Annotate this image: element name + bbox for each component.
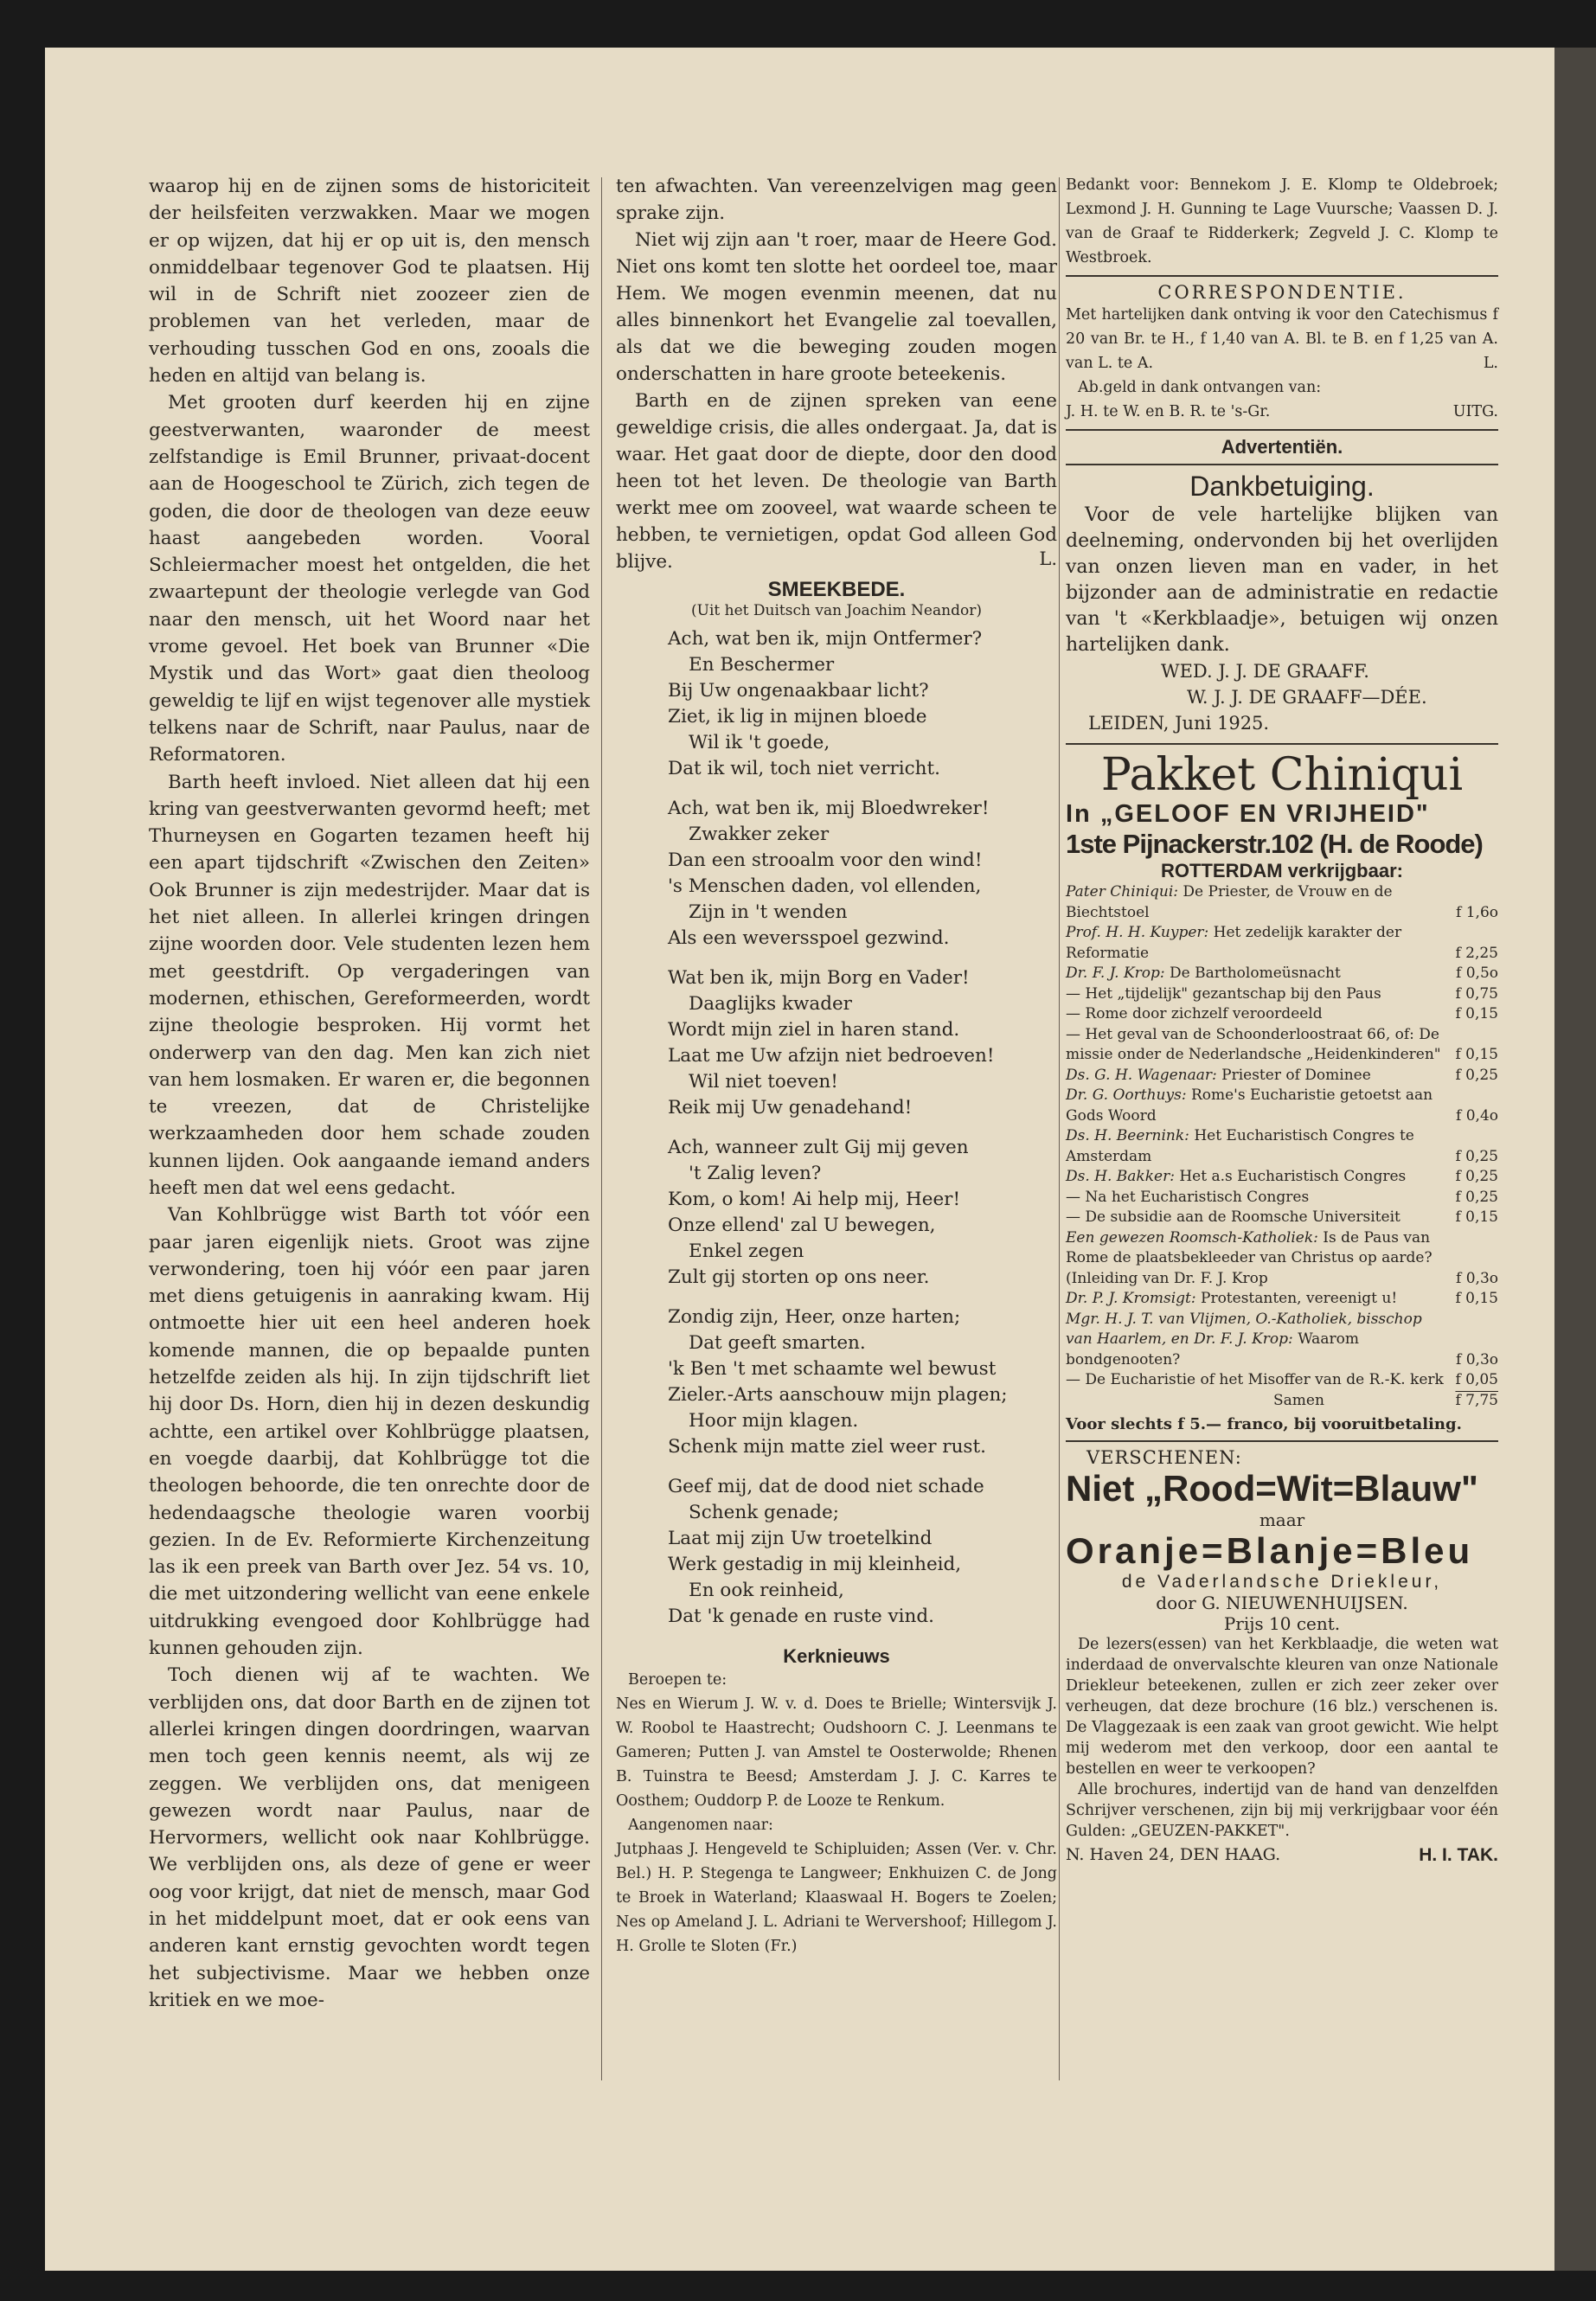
- poem-line: Laat mij zijn Uw troetelkind: [668, 1528, 933, 1549]
- aangenomen-text: Jutphaas J. Hengeveld te Schipluiden; Assen (Ver. v. Chr. Bel.) H. P. Stegenga te Langweer; Enkhuizen C. de Jong te Broek in Waterland; Klaaswaal H. Bogers te Zoelen; Nes op Ameland J. L. Adriani te Wervershoof; Hillegom J. H. Grolle te Sloten (Fr.): [616, 1841, 1057, 1955]
- oranje-text-1: De lezers(essen) van het Kerkblaadje, die weten wat inderdaad de onvervalschte kleuren van onze Nationale Driekleur beteekenen, zullen er zich zeer zeker over verheugen, dat deze brochure (16 blz.) verschenen is. De Vlaggezaak is een zaak van groot gewicht. Wie helpt mij wederom met den verkoop, door een aantal te bestellen en weer te verkoopen?: [1066, 1635, 1498, 1778]
- poem-line: Dat geeft smarten.: [689, 1332, 866, 1354]
- book-info: [1066, 1086, 1449, 1126]
- book-title: De subsidie aan de Roomsche Universiteit: [1085, 1208, 1401, 1226]
- book-title: De Priester, de Vrouw en de Biechtstoel: [1066, 883, 1393, 921]
- book-author: Dr. F. J. Krop:: [1066, 965, 1165, 982]
- poem-line: 's Menschen daden, vol ellenden,: [668, 875, 982, 897]
- book-title: Rome's Eucharistie getoetst aan Gods Woord: [1066, 1086, 1433, 1125]
- paragraph: Niet wij zijn aan 't roer, maar de Heere God. Niet ons komt ten slotte het oordeel toe, maar Hem. We mogen evenmin meenen, dat nu alles binnenkort het Evangelie zal toevallen, als dat we die beweging zouden mogen onderschatten in hare groote beteekenis.: [616, 229, 1057, 385]
- book-info: [1066, 1025, 1448, 1066]
- poem-line: Dat 'k genade en ruste vind.: [668, 1606, 935, 1627]
- column-3: [1066, 173, 1498, 1866]
- poem-line: Laat me Uw afzijn niet bedroeven!: [668, 1045, 995, 1067]
- poem-line: Ach, wat ben ik, mijn Ontfermer?: [668, 628, 983, 650]
- paragraph: waarop hij en de zijnen soms de historiciteit der heilsfeiten verzwakken. Maar we mogen er op wijzen, dat hij er op uit is, den mensch onmiddelbaar tegenover God te plaatsen. Hij wil in de Schrift niet zoozeer zien de problemen van het verleden, maar de verhouding tusschen God en ons, zooals die heden en altijd van belang is.: [149, 176, 590, 388]
- correspondentie-text: Met hartelijken dank ontving ik voor den Catechismus f 20 van Br. te H., f 1,40 van A. Bl. te B. en f 1,25 van A. van L. te A.: [1066, 306, 1498, 372]
- paragraph: Toch dienen wij af te wachten. We verblijden ons, dat door Barth en de zijnen tot allerlei kringen dingen doordringen, waarvan men toch geen kennis neemt, als wij ze zeggen. We verblijden ons, dat menigeen gewezen wordt naar Paulus, naar de Hervormers, wellicht ook naar Kohlbrügge. We verblijden ons, als deze of gene er weer oog voor krijgt, dat niet de mensch, maar God in het middelpunt moet, dat er ook eens van anderen kant ernstig gevochten wordt tegen het subjectivisme. Maar we hebben onze kritiek en we moe-: [149, 1664, 590, 2011]
- book-author: Dr. G. Oorthuys:: [1066, 1086, 1187, 1104]
- poem-line: Zult gij storten op ons neer.: [668, 1266, 930, 1288]
- book-title: De Bartholomeüsnacht: [1170, 965, 1341, 982]
- book-info: [1066, 1370, 1448, 1391]
- book-entry: [1066, 1004, 1498, 1025]
- poem-stanza: [616, 1304, 1057, 1460]
- abgeld-line: J. H. te W. en B. R. te 's-Gr.: [1066, 403, 1271, 420]
- niet-title: Niet „Rood=Wit=Blauw": [1066, 1467, 1478, 1509]
- poem-line: Wordt mijn ziel in haren stand.: [668, 1019, 960, 1041]
- book-price: f 0,05: [1455, 1371, 1498, 1388]
- paragraph: Barth en de zijnen spreken van eene geweldige crisis, die alles ondergaat. Ja, dat is waar. Het gaat door de diepte, door den dood heen tot het leven. De theologie van Barth werkt mee om zooveel, wat waarde scheen te hebben, te vernietigen, opdat God alleen God blijve.: [616, 390, 1057, 573]
- book-title: Het „tijdelijk" gezantschap bij den Paus: [1085, 984, 1381, 1003]
- book-price: f 0,4o: [1456, 1106, 1498, 1125]
- poem-line: Reik mij Uw genadehand!: [668, 1097, 913, 1118]
- book-entry: [1066, 923, 1498, 964]
- dank-signature-2: W. J. J. DE GRAAFF—DÉE.: [1187, 687, 1427, 708]
- newspaper-page: [45, 48, 1554, 2271]
- book-title: Is de Paus van Rome de plaatsbekleeder van Christus op aarde? (Inleiding van Dr. F. J. Krop: [1066, 1228, 1433, 1287]
- book-price: f 0,25: [1455, 1188, 1498, 1206]
- book-entry: [1066, 882, 1498, 923]
- pakket-address: 1ste Pijnackerstr.102 (H. de Roode): [1066, 829, 1483, 859]
- paragraph: Barth heeft invloed. Niet alleen dat hij een kring van geestverwanten gevormd heeft; met Thurneysen en Gogarten tezamen heeft hij een apart tijdschrift «Zwischen den Zeiten» Ook Brunner is zijn medestrijder. Maar dat is het niet alleen. In allerlei kringen dringen zijne woorden door. Vele studenten lezen hem met geestdrift. Op vergaderingen van modernen, ethischen, Gereformeerden, wordt zijne theologie besproken. Hij vormt het onderwerp van den dag. Men kan zich niet van hem losmaken. Er waren er, die begonnen te vreezen, dat de Christelijke werkzaamheden door hem schade zouden kunnen lijden. Ook aangaande iemand anders heeft men dat wel eens gedacht.: [149, 771, 590, 1199]
- column-rule: [1059, 177, 1060, 2080]
- address-right: H. I. TAK.: [1419, 1844, 1498, 1865]
- oranje-title: Oranje=Blanje=Bleu: [1066, 1529, 1474, 1571]
- book-entry: [1066, 1066, 1498, 1086]
- poem-line: Zondig zijn, Heer, onze harten;: [668, 1306, 961, 1328]
- maar-label: maar: [1259, 1509, 1305, 1530]
- book-entry: [1066, 984, 1498, 1005]
- book-entry: [1066, 1025, 1498, 1066]
- dankbetuiging-title: Dankbetuiging.: [1189, 471, 1375, 502]
- book-title: Het geval van de Schoonderloostraat 66, of: De missie onder de Nederlandsche „Heidenkinderen": [1066, 1025, 1441, 1063]
- book-title: Het Eucharistisch Congres te Amsterdam: [1066, 1127, 1414, 1165]
- poem-line: Schenk genade;: [689, 1502, 839, 1523]
- driekleur-subtitle: de Vaderlandsche Driekleur,: [1121, 1571, 1443, 1592]
- poem-line: Schenk mijn matte ziel weer rust.: [668, 1436, 986, 1458]
- poem-line: Werk gestadig in mij kleinheid,: [668, 1554, 962, 1575]
- book-price: f 0,15: [1455, 1208, 1498, 1226]
- poem-line: Geef mij, dat de dood niet schade: [668, 1476, 984, 1497]
- book-author: —: [1066, 1025, 1080, 1043]
- samen-price: f 7,75: [1455, 1391, 1498, 1409]
- book-entry: [1066, 1167, 1498, 1188]
- poem-body: [616, 626, 1057, 1630]
- pakket-title: Pakket Chiniqui: [1100, 749, 1464, 801]
- book-author: —: [1066, 1371, 1080, 1388]
- book-price: f 0,15: [1455, 1290, 1498, 1307]
- column-rule: [601, 177, 602, 2080]
- poem-line: En ook reinheid,: [689, 1580, 844, 1601]
- beroepen-label: Beroepen te:: [628, 1671, 727, 1689]
- poem-line: Dan een strooalm voor den wind!: [668, 849, 983, 871]
- article-signoff: L.: [1039, 548, 1057, 569]
- aangenomen-label: Aangenomen naar:: [628, 1817, 773, 1834]
- book-info: [1066, 1208, 1448, 1228]
- address-left: N. Haven 24, DEN HAAG.: [1066, 1844, 1281, 1864]
- poem-line: Hoor mijn klagen.: [689, 1410, 859, 1432]
- poem-line: Wil niet toeven!: [689, 1071, 838, 1093]
- poem-line: Wil ik 't goede,: [689, 732, 830, 753]
- author-line: door G. NIEUWENHUIJSEN.: [1156, 1592, 1408, 1613]
- poem-line: 'k Ben 't met schaamte wel bewust: [668, 1358, 997, 1380]
- book-info: [1066, 1289, 1448, 1310]
- book-entry: [1066, 964, 1498, 984]
- poem-line: Daaglijks kwader: [689, 993, 852, 1015]
- book-price: f 0,3o: [1456, 1350, 1498, 1368]
- samen-label: Samen: [1273, 1391, 1324, 1409]
- poem-line: En Beschermer: [689, 654, 835, 676]
- book-title: Waarom bondgenooten?: [1066, 1330, 1359, 1368]
- book-info: [1066, 1188, 1448, 1208]
- book-price: f 0,25: [1455, 1066, 1498, 1084]
- book-info: [1066, 964, 1449, 984]
- correspondentie-title: CORRESPONDENTIE.: [1157, 282, 1407, 303]
- book-title: Rome door zichzelf veroordeeld: [1085, 1005, 1323, 1022]
- book-info: [1066, 1126, 1448, 1167]
- book-price: f 0,25: [1455, 1147, 1498, 1165]
- poem-line: Ziet, ik lig in mijnen bloede: [668, 706, 927, 727]
- book-author: —: [1066, 1005, 1080, 1022]
- divider: [1066, 1440, 1498, 1442]
- price-line: Prijs 10 cent.: [1223, 1612, 1341, 1634]
- book-author: —: [1066, 1188, 1080, 1206]
- poem-line: Onze ellend' zal U bewegen,: [668, 1215, 936, 1236]
- paragraph: Met grooten durf keerden hij en zijne geestverwanten, waaronder de meest zelfstandige is Emil Brunner, privaat-docent aan de Hoogeschool te Zürich, zich tegen de goden, die door de theologen van deze eeuw haast aangebeden worden. Vooral Schleiermacher moest het ontgelden, die het zwaartepunt der theologie verlegde van God naar den mensch, uit het Woord naar het vrome gevoel. Het boek van Brunner «Die Mystik und das Wort» gaat dien theoloog geweldig te lijf en wijst tegenover alle mystiek telkens naar de Schrift, naar Paulus, naar de Reformatoren.: [149, 392, 590, 766]
- book-author: Ds. H. Bakker:: [1066, 1168, 1175, 1185]
- book-title: Na het Eucharistisch Congres: [1085, 1188, 1310, 1206]
- book-author: Dr. P. J. Kromsigt:: [1066, 1290, 1196, 1307]
- verschenen-label: VERSCHENEN:: [1086, 1446, 1242, 1468]
- book-info: [1066, 882, 1449, 923]
- poem-line: Bij Uw ongenaakbaar licht?: [668, 680, 929, 702]
- pakket-in: In „GELOOF EN VRIJHEID": [1066, 800, 1430, 828]
- poem-stanza: [616, 1135, 1057, 1291]
- book-author: Prof. H. H. Kuyper:: [1066, 924, 1209, 941]
- book-info: [1066, 1310, 1449, 1371]
- book-price: f 0,15: [1455, 1046, 1498, 1063]
- poem-stanza: [616, 626, 1057, 782]
- advertenties-title: Advertentiën.: [1221, 436, 1343, 458]
- book-info: [1066, 923, 1448, 964]
- dank-signature-1: WED. J. J. DE GRAAFF.: [1161, 661, 1369, 682]
- book-entry: [1066, 1126, 1498, 1167]
- paragraph: Van Kohlbrügge wist Barth tot vóór een paar jaren eigenlijk niets. Groot was zijne verwondering, toen hij vóór een paar jaren met diens getuigenis in aanraking kwam. Hij ontmoette hier uit een heel anderen hoek komende mannen, die op bepaalde punten hetzelfde zeiden als hij. In zijn tijdschrift liet hij door Ds. Horn, dien hij in dezen deskundig achtte, een artikel over Kohlbrügge plaatsen, en voegde daarbij, dat Kohlbrügge tot die theologen behoorde, die ten onrechte door de hedendaagsche theologie waren voorbij gezien. In de Ev. Reformierte Kirchenzeitung las ik een preek van Barth over Jez. 54 vs. 10, die met uitzondering wellicht van eene enkele uitdrukking evengoed door Kohlbrügge had kunnen gehouden zijn.: [149, 1204, 590, 1660]
- divider: [1066, 464, 1498, 465]
- book-author: —: [1066, 1208, 1080, 1226]
- book-author: Een gewezen Roomsch-Katholiek:: [1066, 1228, 1318, 1247]
- samen-row: [1066, 1391, 1498, 1412]
- poem-line: 't Zalig leven?: [689, 1163, 822, 1184]
- poem-line: Dat ik wil, toch niet verricht.: [668, 758, 940, 779]
- book-price: f 0,75: [1455, 984, 1498, 1003]
- dankbetuiging-text: Voor de vele hartelijke blijken van deelneming, ondervonden bij het overlijden van onzen lieven man en vader, in het bijzonder aan de administratie en redactie van 't «Kerkblaadje», betuigen wij onzen hartelijken dank.: [1066, 504, 1498, 656]
- poem-line: Zieler.-Arts aanschouw mijn plagen;: [668, 1384, 1008, 1406]
- book-price: f 1,6o: [1456, 903, 1498, 921]
- beroepen-text: Nes en Wierum J. W. v. d. Does te Brielle; Wintersvijk J. W. Roobol te Haastrecht; Oudshoorn C. J. Leenmans te Gameren; Putten J. van Amstel te Oosterwolde; Rhenen B. Tuinstra te Beesd; Amsterdam J. J. C. Karres te Oosthem; Ouddorp P. de Looze te Renkum.: [616, 1695, 1057, 1810]
- divider: [1066, 743, 1498, 745]
- book-author: Ds. G. H. Wagenaar:: [1066, 1066, 1217, 1084]
- poem-line: Zijn in 't wenden: [689, 901, 848, 923]
- pakket-city: ROTTERDAM verkrijgbaar:: [1161, 860, 1403, 881]
- column-1: [149, 173, 590, 2014]
- poem-line: Als een weversspoel gezwind.: [668, 927, 950, 949]
- book-entry: [1066, 1310, 1498, 1371]
- book-author: Mgr. H. J. T. van Vlijmen, O.-Katholiek, bisschop van Haarlem, en Dr. F. J. Krop:: [1066, 1310, 1422, 1348]
- book-info: [1066, 984, 1448, 1005]
- book-info: [1066, 1228, 1449, 1290]
- book-title: Het a.s Eucharistisch Congres: [1179, 1168, 1407, 1185]
- book-entry: [1066, 1228, 1498, 1290]
- book-price: f 0,3o: [1456, 1269, 1498, 1287]
- abgeld-row: [1066, 400, 1498, 424]
- poem-line: Zwakker zeker: [689, 824, 830, 845]
- poem-stanza: [616, 796, 1057, 952]
- book-title: Protestanten, vereenigt u!: [1201, 1290, 1398, 1307]
- book-info: [1066, 1004, 1448, 1025]
- oranje-text-2: Alle brochures, indertijd van de hand van denzelfden Schrijver verschenen, zijn bij mij verkrijgbaar voor één Gulden: „GEUZEN-PAKKET".: [1066, 1780, 1498, 1840]
- correspondentie-signature: L.: [1483, 355, 1498, 372]
- poem-subtitle: (Uit het Duitsch van Joachim Neandor): [691, 602, 982, 619]
- book-author: —: [1066, 984, 1080, 1003]
- book-author: Ds. H. Beernink:: [1066, 1127, 1189, 1144]
- book-price: f 0,15: [1455, 1005, 1498, 1022]
- book-price: f 0,25: [1455, 1168, 1498, 1185]
- book-list: [1066, 882, 1498, 1391]
- abgeld-label: Ab.geld in dank ontvangen van:: [1078, 379, 1322, 396]
- bedankt-text: Bedankt voor: Bennekom J. E. Klomp te Oldebroek; Lexmond J. H. Gunning te Lage Vuursche; Vaassen D. J. van de Graaf te Ridderkerk; Zegveld J. C. Klomp te Westbroek.: [1066, 176, 1498, 266]
- column-2: [616, 173, 1057, 1958]
- book-author: Pater Chiniqui:: [1066, 883, 1179, 901]
- book-entry: [1066, 1086, 1498, 1126]
- book-entry: [1066, 1370, 1498, 1391]
- book-title: Het zedelijk karakter der Reformatie: [1066, 924, 1402, 962]
- book-title: Priester of Dominee: [1221, 1066, 1371, 1084]
- book-entry: [1066, 1188, 1498, 1208]
- poem-line: Wat ben ik, mijn Borg en Vader!: [668, 967, 970, 989]
- page-edge: [1554, 48, 1596, 2271]
- poem-title: SMEEKBEDE.: [767, 578, 906, 601]
- book-price: f 2,25: [1455, 944, 1498, 962]
- book-entry: [1066, 1289, 1498, 1310]
- abgeld-signature: UITG.: [1452, 403, 1498, 420]
- book-title: De Eucharistie of het Misoffer van de R.-K. kerk: [1085, 1371, 1444, 1388]
- poem-stanza: [616, 965, 1057, 1121]
- book-entry: [1066, 1208, 1498, 1228]
- poem-line: Ach, wanneer zult Gij mij geven: [668, 1137, 969, 1158]
- book-info: [1066, 1167, 1448, 1188]
- pakket-offer: Voor slechts f 5.— franco, bij vooruitbetaling.: [1066, 1415, 1462, 1433]
- dank-place-date: LEIDEN, Juni 1925.: [1088, 713, 1270, 734]
- poem-stanza: [616, 1474, 1057, 1630]
- poem-line: Enkel zegen: [689, 1240, 804, 1262]
- divider: [1066, 429, 1498, 431]
- poem-line: Kom, o kom! Ai help mij, Heer!: [668, 1189, 961, 1210]
- paragraph: ten afwachten. Van vereenzelvigen mag geen sprake zijn.: [616, 176, 1057, 224]
- address-row: [1066, 1845, 1498, 1866]
- book-info: [1066, 1066, 1448, 1086]
- poem-line: Ach, wat ben ik, mij Bloedwreker!: [668, 798, 990, 819]
- divider: [1066, 275, 1498, 277]
- book-price: f 0,5o: [1456, 965, 1498, 982]
- kerknieuws-title: Kerknieuws: [783, 1645, 890, 1667]
